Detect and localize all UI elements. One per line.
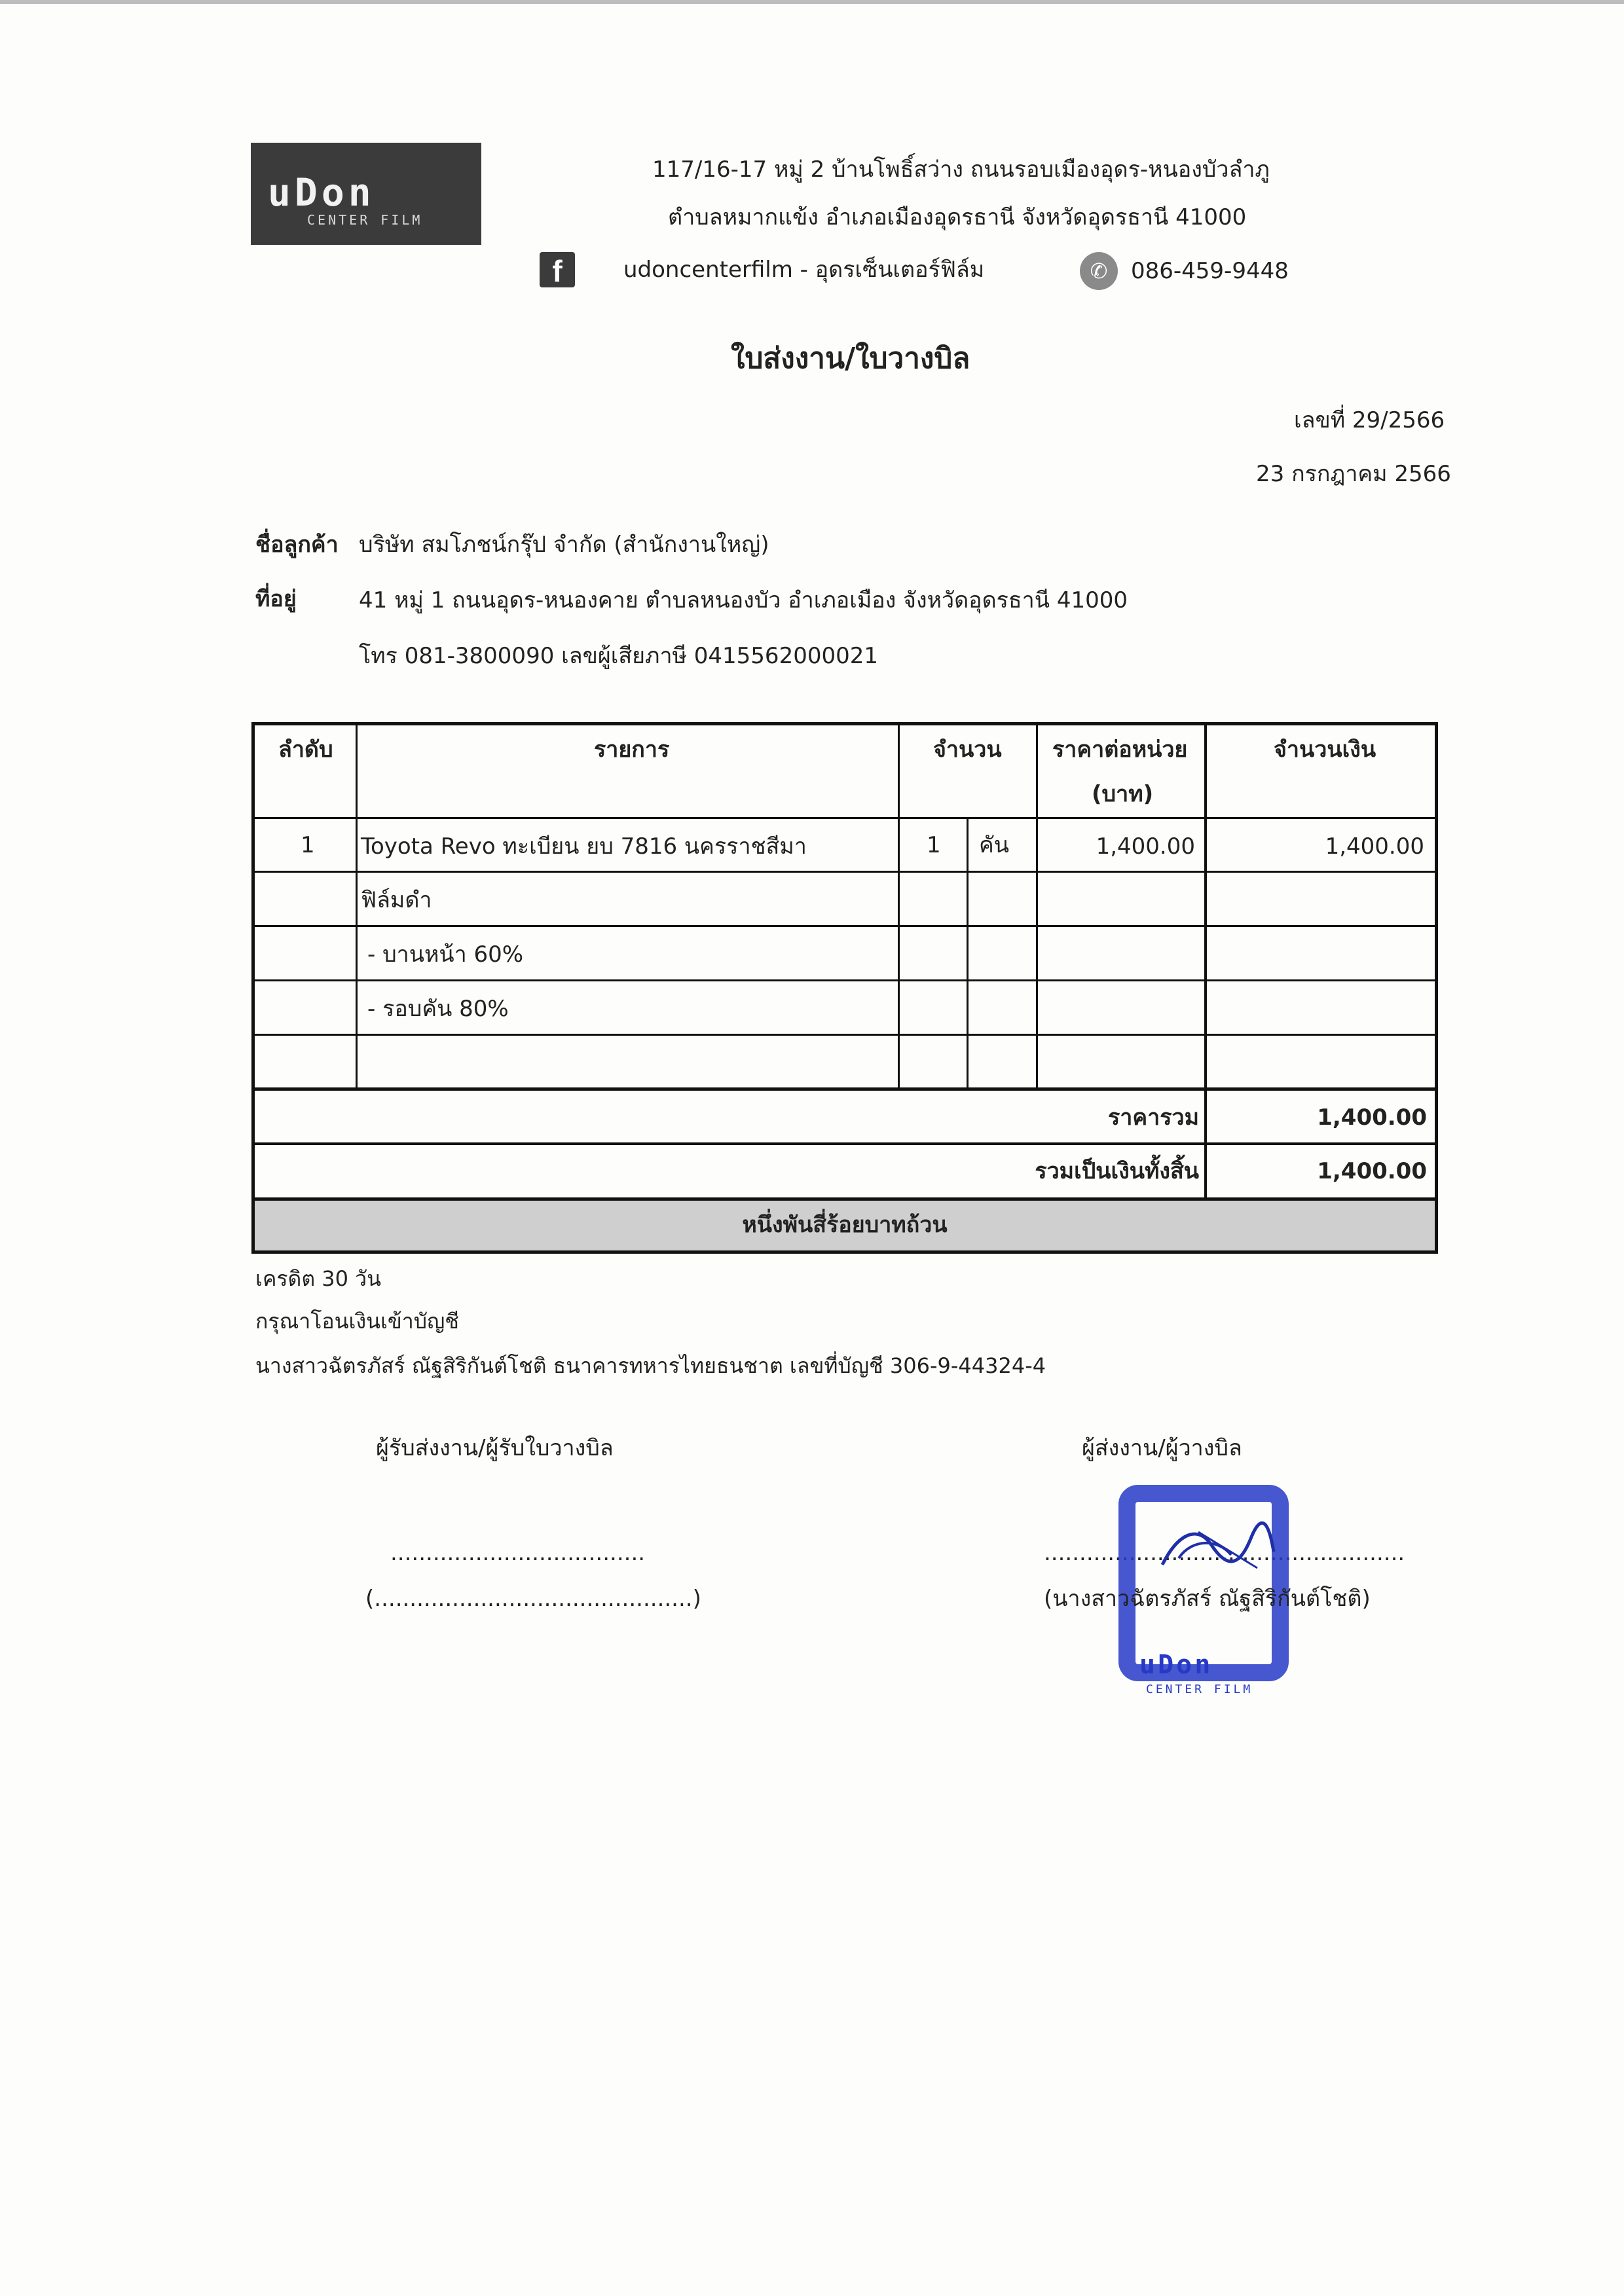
row-1-qty: 1 bbox=[927, 832, 941, 858]
customer-address: 41 หมู่ 1 ถนนอุดร-หนองคาย ตำบลหนองบัว อำเภอเมือง จังหวัดอุดรธานี 41000 bbox=[359, 587, 1128, 613]
subtotal-value: 1,400.00 bbox=[1317, 1104, 1427, 1131]
handwritten-signature bbox=[1159, 1519, 1277, 1578]
customer-name: บริษัท สมโภชน์กรุ๊ป จำกัด (สำนักงานใหญ่) bbox=[359, 532, 769, 558]
stamp-wordmark: uDon bbox=[1139, 1650, 1213, 1680]
logo-wordmark: uDon bbox=[268, 170, 375, 215]
row-4-item: - รอบคัน 80% bbox=[367, 996, 509, 1022]
stamp-subtitle: CENTER FILM bbox=[1146, 1683, 1253, 1696]
receiver-signature-line: .................................... bbox=[390, 1540, 646, 1566]
sender-title: ผู้ส่งงาน/ผู้วางบิล bbox=[1082, 1435, 1242, 1461]
header-qty: จำนวน bbox=[933, 737, 1002, 763]
facebook-page: udoncenterfilm - อุดรเซ็นเตอร์ฟิล์ม bbox=[623, 257, 985, 283]
address-line-2: ตำบลหมากแข้ง อำเภอเมืองอุดรธานี จังหวัดอุดรธานี 41000 bbox=[668, 204, 1247, 230]
bank-account: นางสาวฉัตรภัสร์ ณัฐสิริกันต์โชติ ธนาคารทหารไทยธนชาต เลขที่บัญชี 306-9-44324-4 bbox=[255, 1353, 1046, 1378]
header-amount: จำนวนเงิน bbox=[1274, 737, 1376, 763]
total-label: รวมเป็นเงินทั้งสิ้น bbox=[1035, 1158, 1199, 1184]
address-line-1: 117/16-17 หมู่ 2 บ้านโพธิ์สว่าง ถนนรอบเมืองอุดร-หนองบัวลำภู bbox=[652, 156, 1270, 183]
row-1-unit: คัน bbox=[979, 832, 1009, 858]
row-3-item: - บานหน้า 60% bbox=[367, 941, 524, 968]
items-table bbox=[251, 722, 1438, 1254]
facebook-icon: f bbox=[540, 252, 575, 287]
sender-name: (นางสาวฉัตรภัสร์ ณัฐสิริกันต์โชติ) bbox=[1044, 1586, 1371, 1612]
row-1-price: 1,400.00 bbox=[1096, 833, 1195, 860]
amount-in-words: หนึ่งพันสี่ร้อยบาทถ้วน bbox=[742, 1212, 948, 1238]
header-no: ลำดับ bbox=[278, 737, 333, 763]
subtotal-label: ราคารวม bbox=[1108, 1104, 1199, 1131]
document-title: ใบส่งงาน/ใบวางบิล bbox=[731, 342, 970, 375]
document-date: 23 กรกฎาคม 2566 bbox=[1256, 461, 1451, 487]
logo-subtitle: CENTER FILM bbox=[307, 212, 423, 228]
header-item: รายการ bbox=[594, 737, 670, 763]
row-1-amount: 1,400.00 bbox=[1325, 833, 1424, 860]
customer-name-label: ชื่อลูกค้า bbox=[255, 532, 339, 558]
scan-edge bbox=[0, 0, 1624, 4]
customer-address-label: ที่อยู่ bbox=[255, 586, 297, 612]
receiver-name: (.............................................) bbox=[365, 1586, 701, 1612]
phone-icon: ✆ bbox=[1080, 252, 1118, 290]
row-1-no: 1 bbox=[301, 832, 315, 858]
payment-instruction: กรุณาโอนเงินเข้าบัญชี bbox=[255, 1309, 460, 1334]
customer-contact: โทร 081-3800090 เลขผู้เสียภาษี 0415562000021 bbox=[359, 643, 878, 669]
document-number: เลขที่ 29/2566 bbox=[1294, 407, 1445, 433]
company-logo bbox=[251, 143, 481, 245]
row-1-item: Toyota Revo ทะเบียน ยบ 7816 นครราชสีมา bbox=[361, 833, 807, 860]
sender-signature-line: ................................................... bbox=[1044, 1540, 1405, 1566]
credit-terms: เครดิต 30 วัน bbox=[255, 1266, 381, 1291]
receiver-title: ผู้รับส่งงาน/ผู้รับใบวางบิล bbox=[376, 1435, 614, 1461]
row-2-item: ฟิล์มดำ bbox=[361, 887, 432, 913]
header-unit-price: ราคาต่อหน่วย bbox=[1052, 737, 1188, 763]
header-unit-price-currency: (บาท) bbox=[1092, 781, 1154, 807]
total-value: 1,400.00 bbox=[1317, 1158, 1427, 1184]
phone-number: 086-459-9448 bbox=[1131, 258, 1289, 284]
